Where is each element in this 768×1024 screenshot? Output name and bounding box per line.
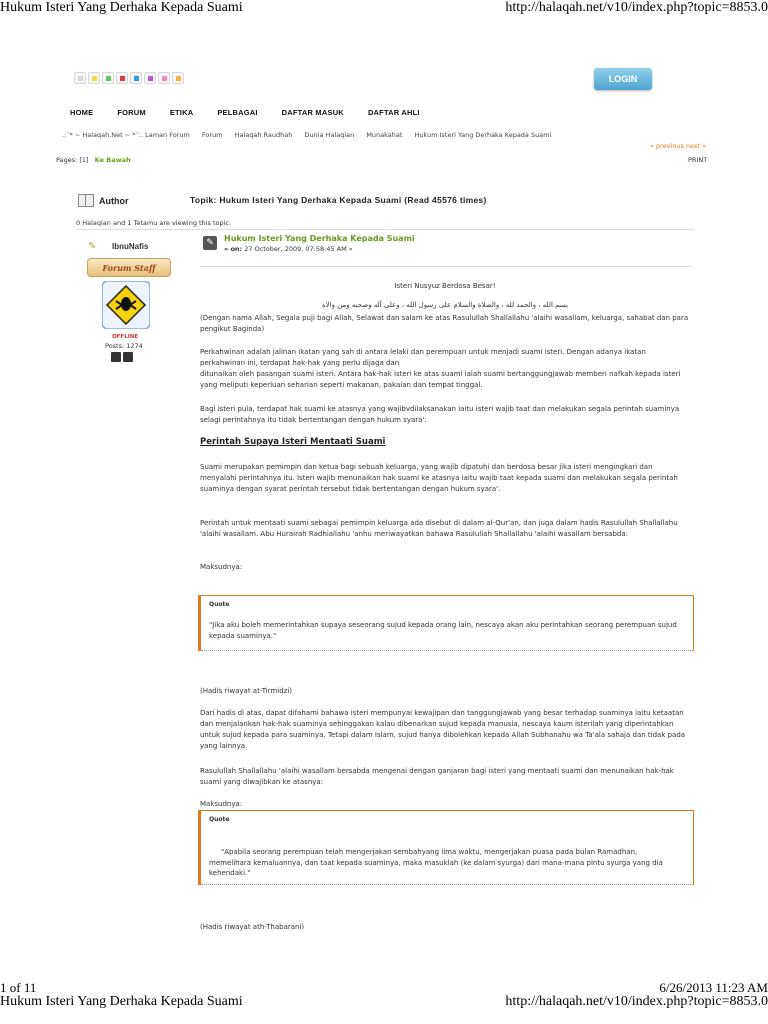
avatar (102, 281, 150, 329)
menu-item-daftar-masuk[interactable]: DAFTAR MASUK (281, 108, 344, 117)
menu-item-daftar-ahli[interactable]: DAFTAR AHLI (367, 108, 420, 117)
pencil-icon: ✎ (88, 241, 97, 252)
breadcrumb-item[interactable]: Dunia Halaqian (304, 131, 355, 139)
print-footer-url: http://halaqah.net/v10/index.php?topic=8853.0 (505, 994, 768, 1009)
paragraph: Maksudnya: (200, 800, 243, 808)
swatch-color (78, 76, 83, 81)
post-date (224, 245, 353, 253)
prev-next-links[interactable]: « previous next » (650, 142, 707, 150)
paragraph: Perkahwinan adalah jalinan ikatan yang sah di antara lelaki dan perempuan untuk menjadi suami isteri. Dengan adanya ikatan perkahwinan ini, terdapat hak-hak yang perlu dijaga dan (200, 348, 646, 367)
print-header-url: http://halaqah.net/v10/index.php?topic=8853.0 (505, 0, 768, 15)
paragraph: Dari hadis di atas, dapat difahami bahawa isteri mempunyai kewajipan dan tanggungjawab yang besar terhadap suaminya iaitu ketaatan dan menjalankan hak-hak suaminya sehinggakan kalau dibenarkan sujud kepada manusia, nescaya kaum isterilah yang diperintahkan untuk sujud kepada para suaminya. Tetapi dalam Islam, sujud hanya dibolehkan kepada Allah Subhanahu wa Ta'ala sahaja dan tidak pada yang lainnya. (200, 709, 686, 750)
swatch-color (162, 76, 167, 81)
profile-icon[interactable] (111, 352, 121, 362)
quote-block (198, 810, 694, 885)
post-title[interactable]: Hukum Isteri Yang Derhaka Kepada Suami (224, 234, 415, 243)
main-menu (70, 108, 444, 117)
viewing-status: 0 Halaqian and 1 Tetamu are viewing this topic. (76, 219, 232, 227)
quote-label: Quote (209, 601, 230, 608)
paragraph: (Dengan nama Allah, Segala puji bagi Allah, Selawat dan salam ke atas Rasulullah Shallallahu 'alaihi wasallam, keluarga, sahabat dan para pengikut Baginda) (200, 314, 689, 333)
theme-swatch[interactable] (116, 72, 128, 84)
quote-label: Quote (209, 816, 230, 823)
section-heading: Perintah Supaya Isteri Mentaati Suami (200, 437, 386, 447)
swatch-color (120, 76, 125, 81)
divider (200, 266, 692, 267)
swatch-color (176, 76, 181, 81)
post-date-prefix: « on: (224, 245, 243, 253)
home-icon[interactable] (123, 352, 133, 362)
theme-swatch[interactable] (88, 72, 100, 84)
menu-item-forum[interactable]: FORUM (117, 108, 146, 117)
arabic-opening: بسم الله ، والحمد لله ، والصلاة والسلام على رسول الله ، وعلى آله وصحبه ومن والاه (322, 301, 568, 309)
menu-item-pelbagai[interactable]: PELBAGAI (217, 108, 258, 117)
swatch-color (92, 76, 97, 81)
topic-title: Topik: Hukum Isteri Yang Derhaka Kepada Suami (Read 45576 times) (190, 195, 487, 205)
divider (201, 650, 693, 651)
menu-item-etika[interactable]: ETIKA (169, 108, 194, 117)
post-heading: Isteri Nusyuz Berdosa Besar! (394, 282, 496, 290)
print-header-title: Hukum Isteri Yang Derhaka Kepada Suami (0, 0, 243, 15)
pagination (56, 156, 131, 164)
breadcrumb (62, 131, 561, 139)
print-page-number: 1 of 11 (0, 980, 37, 995)
paragraph: Bagi isteri pula, terdapat hak suami ke atasnya yang wajibvdilaksanakan iaitu isteri wajib taat dan melakukan segala perintah suaminya selagi perintahnya itu tidak bertentangan dengan hukum syara'. (200, 405, 680, 424)
quote-text: "Jika aku boleh memerintahkan supaya seseorang sujud kepada orang lain, nescaya akan aku perintahkan seorang perempuan sujud kepada suaminya." (209, 621, 677, 640)
swatch-color (106, 76, 111, 81)
poster-actions (111, 352, 133, 362)
menu-item-home[interactable]: HOME (70, 108, 94, 117)
author-label: Author (99, 195, 129, 206)
breadcrumb-item[interactable]: .:¨* ~ Halaqah.Net ~ *¨:. Laman Forum (62, 131, 190, 139)
go-to-bottom-link[interactable]: Ke Bawah (94, 156, 131, 164)
poster-name[interactable]: IbnuNafis (112, 242, 149, 251)
hadith-reference: (Hadis riwayat ath-Thabarani) (200, 923, 305, 931)
staff-badge: Forum Staff (87, 258, 171, 277)
paragraph: Maksudnya: (200, 563, 243, 571)
quote-text: "Apabila seorang perempuan telah mengerjakan sembahyang lima waktu, mengerjakan puasa pada bulan Ramadhan, memelihara kemaluannya, dan taat kepada suaminya, maka masuklah (ke dalam syurga) dari mana-mana pintu syurga yang dia kehendaki." (209, 848, 663, 877)
divider (201, 884, 693, 885)
theme-swatch[interactable] (158, 72, 170, 84)
edit-icon[interactable]: ✎ (203, 236, 217, 250)
theme-swatch[interactable] (144, 72, 156, 84)
paragraph: ditunaikan oleh pasangan suami isteri. Antara hak-hak isteri ke atas suami ialah suami bertanggungjawab memberi nafkah kepada isteri yang meliputi keperluan seharian seperti makanan, pakaian dan tempat tinggal. (200, 370, 681, 389)
hadith-reference: (Hadis riwayat at-Tirmidzi) (200, 687, 293, 695)
paragraph: Perintah untuk mentaati suami sebagai pemimpin keluarga ada disebut di dalam al-Qur'an, dan juga dalam hadis Rasulullah Shallallahu 'alaihi wasallam. Abu Hurairah Radhiallahu 'anhu meriwayatkan bahawa Rasulullah Shallallahu 'alaihi wasallam bersabda: (200, 519, 678, 538)
theme-swatch[interactable] (130, 72, 142, 84)
divider (76, 229, 694, 230)
theme-swatch[interactable] (172, 72, 184, 84)
theme-swatch[interactable] (102, 72, 114, 84)
book-icon (78, 194, 94, 207)
swatch-color (134, 76, 139, 81)
breadcrumb-item[interactable]: Halaqah Raudhah (234, 131, 293, 139)
theme-color-picker (74, 72, 184, 84)
paragraph: Suami merupakan pemimpin dan ketua bagi sebuah keluarga, yang wajib dipatuhi dan berdosa besar jika isteri mengingkari dan menyalahi perintahnya itu. Isteri wajib menunaikan hak suami ke atasnya iaitu wajib taat kepada suami dan melakukan segala perintah suaminya dengan syarat perintah tersebut tidak bertentangan dengan hukum syara'. (200, 463, 678, 493)
quote-block (198, 595, 694, 651)
login-button[interactable]: LOGIN (594, 68, 652, 90)
offline-status: OFFLINE (112, 334, 139, 340)
print-datetime: 6/26/2013 11:23 AM (659, 980, 768, 995)
swatch-color (148, 76, 153, 81)
breadcrumb-item[interactable]: Munakahat (366, 131, 403, 139)
breadcrumb-item[interactable]: Hukum Isteri Yang Derhaka Kepada Suami (414, 131, 552, 139)
paragraph: Rasulullah Shallallahu 'alaihi wasallam bersabda mengenai dengan ganjaran bagi isteri yang mentaati suami dan menunaikan hak-hak suami yang diwajibkan ke atasnya: (200, 767, 674, 786)
print-button[interactable]: PRINT (688, 156, 708, 164)
print-footer-title: Hukum Isteri Yang Derhaka Kepada Suami (0, 994, 243, 1009)
author-column-header (78, 194, 129, 207)
breadcrumb-item[interactable]: Forum (201, 131, 223, 139)
post-count: Posts: 1274 (105, 342, 143, 350)
theme-swatch[interactable] (74, 72, 86, 84)
pages-label: Pages: [1] (56, 156, 89, 164)
post-date-value: 27 October, 2009, 07:58:45 AM » (244, 245, 353, 253)
